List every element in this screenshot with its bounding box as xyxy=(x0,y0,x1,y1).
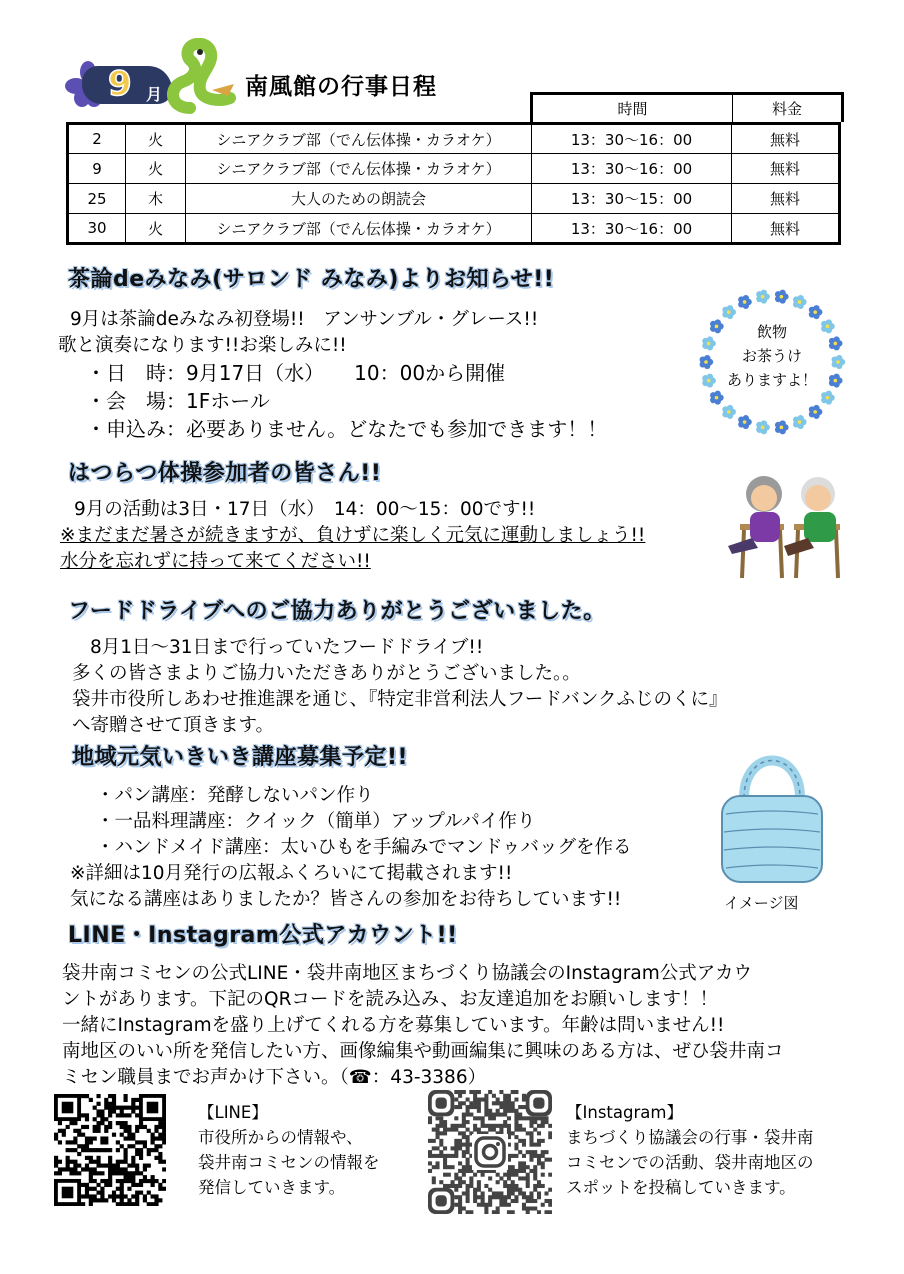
header-time: 時間 xyxy=(533,95,733,122)
food-drive-line3: 袋井市役所しあわせ推進課を通じ、『特定非営利法人フードバンクふじのくに』 xyxy=(72,689,728,710)
sns-line1: 袋井南コミセンの公式LINE・袋井南地区まちづくり協議会のInstagram公式アカウ xyxy=(62,963,753,984)
wreath-line1: 飲物 xyxy=(756,323,787,341)
course-note2: 気になる講座はありましたか？皆さんの参加をお待ちしています!! xyxy=(70,889,622,910)
instagram-desc2: コミセンでの活動、袋井南地区の xyxy=(566,1153,814,1172)
header-fee: 料金 xyxy=(771,100,802,118)
schedule-cell-day: 30 xyxy=(68,214,126,244)
salon-venue: ・会 場：1Fホール xyxy=(86,389,270,413)
food-drive-line2: 多くの皆さまよりご協力いただきありがとうございました。。 xyxy=(72,663,581,684)
schedule-cell-time: 13：30～15：00 xyxy=(532,184,732,214)
instagram-desc3: スポットを投稿していきます。 xyxy=(566,1178,796,1197)
course-item1: ・パン講座：発酵しないパン作り xyxy=(96,785,374,806)
line-desc1: 市役所からの情報や、 xyxy=(198,1128,363,1147)
course-note1: ※詳細は10月発行の広報ふくろいにて掲載されます!! xyxy=(70,863,513,884)
course-item2: ・一品料理講座：クイック（簡単）アップルパイ作り xyxy=(96,811,536,832)
schedule-cell-weekday: 火 xyxy=(126,154,186,184)
schedule-cell-day: 9 xyxy=(68,154,126,184)
schedule-row xyxy=(68,124,840,154)
wreath-line2: お茶うけ xyxy=(741,347,802,365)
line-qr-code[interactable] xyxy=(54,1094,166,1206)
hatsuratsu-line3: 水分を忘れずに持って来てください!! xyxy=(60,551,371,572)
sns-title: LINE・Instagram公式アカウント!! xyxy=(68,923,458,948)
seniors-exercising-icon xyxy=(722,472,854,580)
sns-line5: ミセン職員までお声かけ下さい。（☎：43-3386） xyxy=(62,1067,487,1088)
sns-line2: ントがあります。下記のQRコードを読み込み、お友達追加をお願いします！！ xyxy=(62,989,719,1010)
schedule-cell-event: 大人のための朗読会 xyxy=(186,184,532,214)
month-number: 9 xyxy=(108,64,132,104)
schedule-cell-fee: 無料 xyxy=(732,184,840,214)
courses-title: 地域元気いきいき講座募集予定!! xyxy=(72,745,409,770)
knitted-bag-icon xyxy=(716,738,828,888)
instagram-qr-code[interactable] xyxy=(428,1090,552,1214)
schedule-cell-event: シニアクラブ部（でん伝体操・カラオケ） xyxy=(186,124,532,154)
page-title: 南風館の行事日程 xyxy=(245,74,437,100)
schedule-cell-fee: 無料 xyxy=(732,154,840,184)
salon-title: 茶論deみなみ(サロンド みなみ)よりお知らせ!! xyxy=(68,267,555,292)
sns-line4: 南地区のいい所を発信したい方、画像編集や動画編集に興味のある方は、ぜひ袋井南コ xyxy=(62,1041,784,1062)
hatsuratsu-line2: ※まだまだ暑さが続きますが、負けずに楽しく元気に運動しましょう!! xyxy=(60,525,646,546)
line-label: 【LINE】 xyxy=(198,1103,268,1122)
line-desc3: 発信していきます。 xyxy=(198,1178,346,1197)
schedule-row xyxy=(68,214,840,244)
food-drive-line1: 8月1日～31日まで行っていたフードドライブ!! xyxy=(90,637,484,658)
salon-line2: 歌と演奏になります!!お楽しみに!! xyxy=(58,335,347,356)
schedule-cell-event: シニアクラブ部（でん伝体操・カラオケ） xyxy=(186,154,532,184)
instagram-label: 【Instagram】 xyxy=(566,1103,683,1122)
schedule-cell-time: 13：30～16：00 xyxy=(532,154,732,184)
hatsuratsu-title: はつらつ体操参加者の皆さん!! xyxy=(68,461,382,486)
schedule-cell-fee: 無料 xyxy=(732,214,840,244)
food-drive-line4: へ寄贈させて頂きます。 xyxy=(72,715,275,736)
schedule-cell-weekday: 火 xyxy=(126,214,186,244)
course-item3: ・ハンドメイド講座：太いひもを手編みでマンドゥバッグを作る xyxy=(96,837,632,858)
sns-line3: 一緒にInstagramを盛り上げてくれる方を募集しています。年齢は問いません!! xyxy=(62,1015,725,1036)
salon-date: ・日 時：9月17日（水） 10：00から開催 xyxy=(86,361,506,385)
salon-line1: 9月は茶論deみなみ初登場!! アンサンブル・グレース!! xyxy=(70,309,539,330)
line-desc2: 袋井南コミセンの情報を xyxy=(198,1153,380,1172)
salon-apply: ・申込み：必要ありません。どなたでも参加できます！！ xyxy=(86,417,608,441)
schedule-cell-day: 2 xyxy=(68,124,126,154)
snake-mascot-icon xyxy=(160,38,240,118)
schedule-row xyxy=(68,154,840,184)
schedule-row xyxy=(68,184,840,214)
instagram-desc1: まちづくり協議会の行事・袋井南 xyxy=(566,1128,814,1147)
month-badge xyxy=(64,56,174,108)
flower-wreath xyxy=(690,282,854,442)
schedule-cell-fee: 無料 xyxy=(732,124,840,154)
schedule-cell-day: 25 xyxy=(68,184,126,214)
image-caption: イメージ図 xyxy=(724,894,799,912)
schedule-header xyxy=(530,92,844,122)
month-unit: 月 xyxy=(146,85,163,104)
schedule-cell-time: 13：30～16：00 xyxy=(532,214,732,244)
schedule-body xyxy=(66,122,841,245)
food-drive-title: フードドライブへのご協力ありがとうございました。 xyxy=(68,599,606,624)
wreath-line3: ありますよ！ xyxy=(726,371,817,389)
schedule-cell-time: 13：30～16：00 xyxy=(532,124,732,154)
schedule-cell-weekday: 火 xyxy=(126,124,186,154)
schedule-cell-weekday: 木 xyxy=(126,184,186,214)
hatsuratsu-line1: 9月の活動は3日・17日（水） 14：00～15：00です!! xyxy=(74,499,536,520)
schedule-cell-event: シニアクラブ部（でん伝体操・カラオケ） xyxy=(186,214,532,244)
